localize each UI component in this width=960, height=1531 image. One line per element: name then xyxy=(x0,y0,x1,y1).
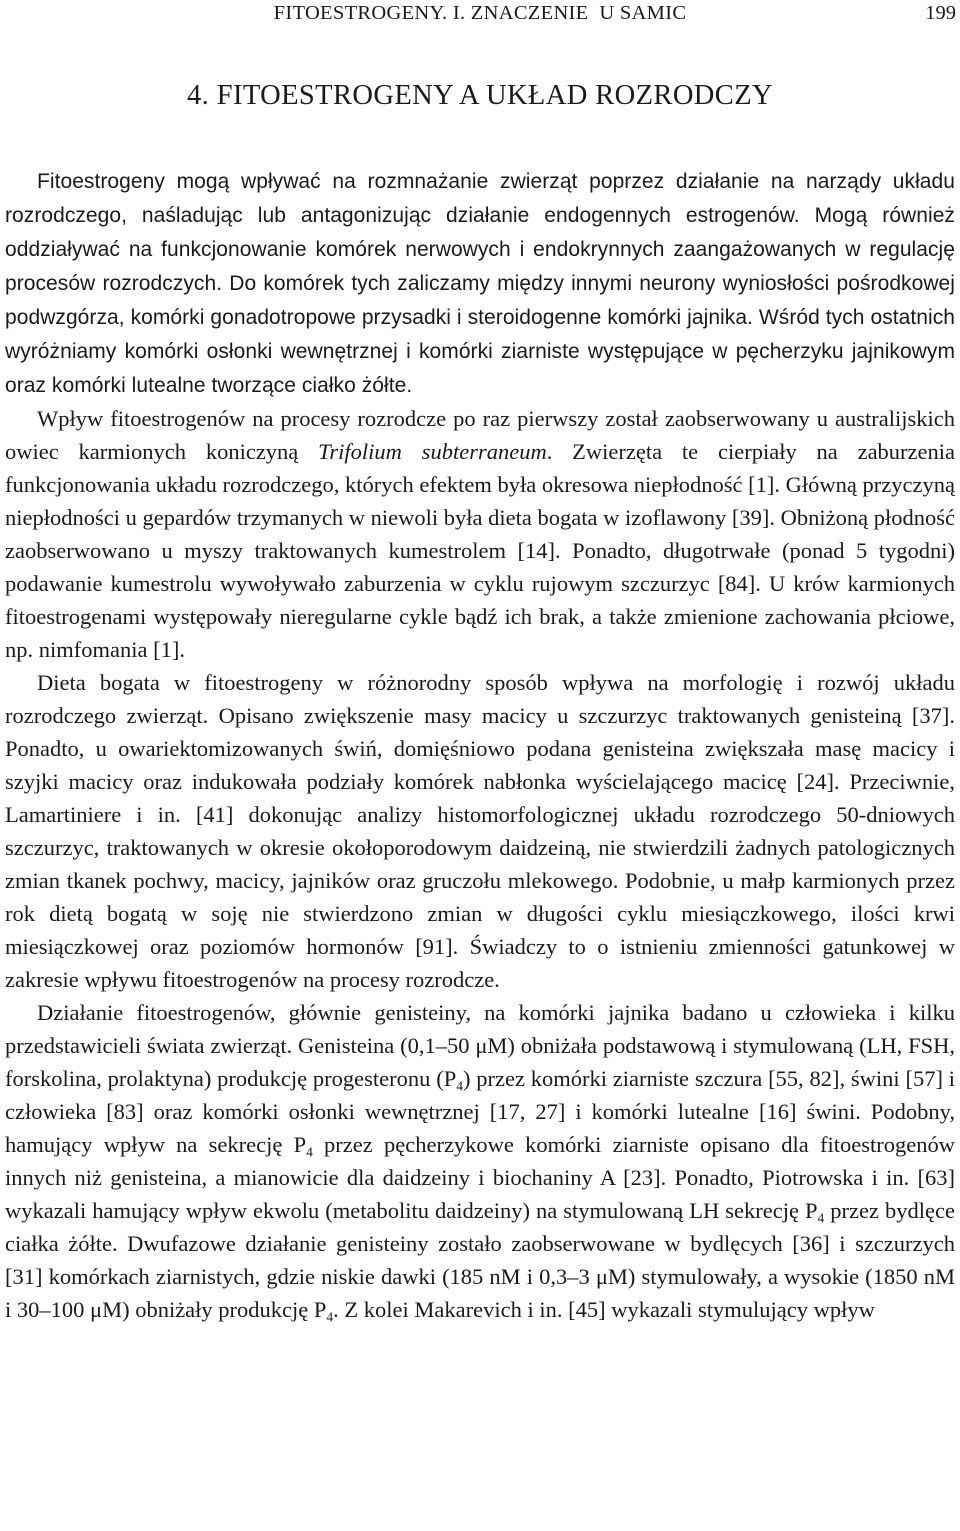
paragraph-2-segment: Trifolium subterraneum xyxy=(318,439,547,464)
paragraph-3 xyxy=(5,666,955,996)
paragraph-2-segment: . Zwierzęta te cierpiały na zaburzenia funkcjonowania układu rozrodczego, których efektem była okresowa niepłodność [1]. Główną przyczyną niepłodności u gepardów trzymanych w niewoli była dieta bogata w izoflawony [39]. Obniżoną płodność zaobserwowano u myszy traktowanych kumestrolem [14]. Ponadto, długotrwałe (ponad 5 tygodni) podawanie kumestrolu wywoływało zaburzenia w cyklu rujowym szczurzyc [84]. U krów karmionych fitoestrogenami występowały nieregularne cykle bądź ich brak, a także zmienione zachowania płciowe, np. nimfomania [1]. xyxy=(5,439,956,662)
section-heading: 4. FITOESTROGENY A UKŁAD ROZRODCZY xyxy=(187,80,773,111)
paragraph-2 xyxy=(5,402,955,666)
paragraph-1 xyxy=(5,164,955,402)
paragraph-4-segment: przez pęcherzykowe komórki ziarniste opisano dla fitoestrogenów innych niż genisteina, a mianowicie dla daidzeiny i biochaniny A [23]. Ponadto, Piotrowska i in. [63] wykazali hamujący wpływ ekwolu (metabolitu daidzeiny) na stymulowaną LH sekrecję P xyxy=(5,1132,955,1223)
paragraph-4-segment: 4 xyxy=(326,1309,334,1325)
paragraph-4-segment: ) przez komórki ziarniste szczura [55, 82], świni [57] i człowieka [83] oraz komórki osłonki wewnętrznej [17, 27] i komórki lutealne [16] świni. Podobny, hamujący wpływ na sekrecję P xyxy=(5,1066,955,1157)
paragraph-3-segment: Dieta bogata w fitoestrogeny w różnorodny sposób wpływa na morfologię i rozwój układu rozrodczego zwierząt. Opisano zwiększenie masy macicy u szczurzyc traktowanych genisteiną [37]. Ponadto, u owariektomizowanych świń, domięśniowo podana genisteina zwiększała masę macicy i szyjki macicy oraz indukowała podziały komórek nabłonka wyścielającego macicę [24]. Przeciwnie, Lamartiniere i in. [41] dokonując analizy histomorfologicznej układu rozrodczego 50-dniowych szczurzyc, traktowanych w okresie okołoporodowym daidzeiną, nie stwierdzili żadnych patologicznych zmian tkanek pochwy, macicy, jajników oraz gruczołu mlekowego. Podobnie, u małp karmionych przez rok dietą bogatą w soję nie stwierdzono zmian w długości cyklu miesiączkowego, ilości krwi miesiączkowej oraz poziomów hormonów [91]. Świadczy to o istnieniu zmienności gatunkowej w zakresie wpływu fitoestrogenów na procesy rozrodcze. xyxy=(5,670,955,992)
running-title: FITOESTROGENY. I. ZNACZENIE U SAMIC xyxy=(273,2,687,24)
paragraph-4-segment: 4 xyxy=(456,1078,463,1094)
paragraph-4-segment: . Z kolei Makarevich i in. [45] wykazali stymulujący wpływ xyxy=(333,1297,875,1322)
paragraph-2-segment: Wpływ fitoestrogenów na procesy rozrodcze po raz pierwszy został zaobserwowany u australijskich owiec karmionych koniczyną xyxy=(5,406,955,464)
paragraph-4 xyxy=(5,996,955,1326)
paragraph-4-segment: 4 xyxy=(306,1144,313,1160)
running-header xyxy=(0,0,960,30)
paragraph-4-segment: Działanie fitoestrogenów, głównie genisteiny, na komórki jajnika badano u człowieka i kilku przedstawicieli świata zwierząt. Genisteina (0,1–50 μM) obniżała podstawową i stymulowaną (LH, FSH, forskolina, prolaktyna) produkcję progesteronu (P xyxy=(5,1000,955,1091)
body-text xyxy=(5,164,955,1326)
paragraph-4-segment: przez bydlęce ciałka żółte. Dwufazowe działanie genisteiny zostało zaobserwowane w bydlęcych [36] i szczurzych [31] komórkach ziarnistych, gdzie niskie dawki (185 nM i 0,3–3 μM) stymulowały, a wysokie (1850 nM i 30–100 μM) obniżały produkcję P xyxy=(5,1198,955,1322)
paragraph-4-segment: 4 xyxy=(817,1210,825,1226)
paragraph-1-segment: Fitoestrogeny mogą wpływać na rozmnażanie zwierząt poprzez działanie na narządy układu rozrodczego, naśladując lub antagonizując działanie endogennych estrogenów. Mogą również oddziaływać na funkcjonowanie komórek nerwowych i endokrynnych zaangażowanych w regulację procesów rozrodczych. Do komórek tych zaliczamy między innymi neurony wyniosłości pośrodkowej podwzgórza, komórki gonadotropowe przysadki i steroidogenne komórki jajnika. Wśród tych ostatnich wyróżniamy komórki osłonki wewnętrznej i komórki ziarniste występujące w pęcherzyku jajnikowym oraz komórki lutealne tworzące ciałko żółte. xyxy=(5,170,955,397)
page-number: 199 xyxy=(925,2,956,24)
